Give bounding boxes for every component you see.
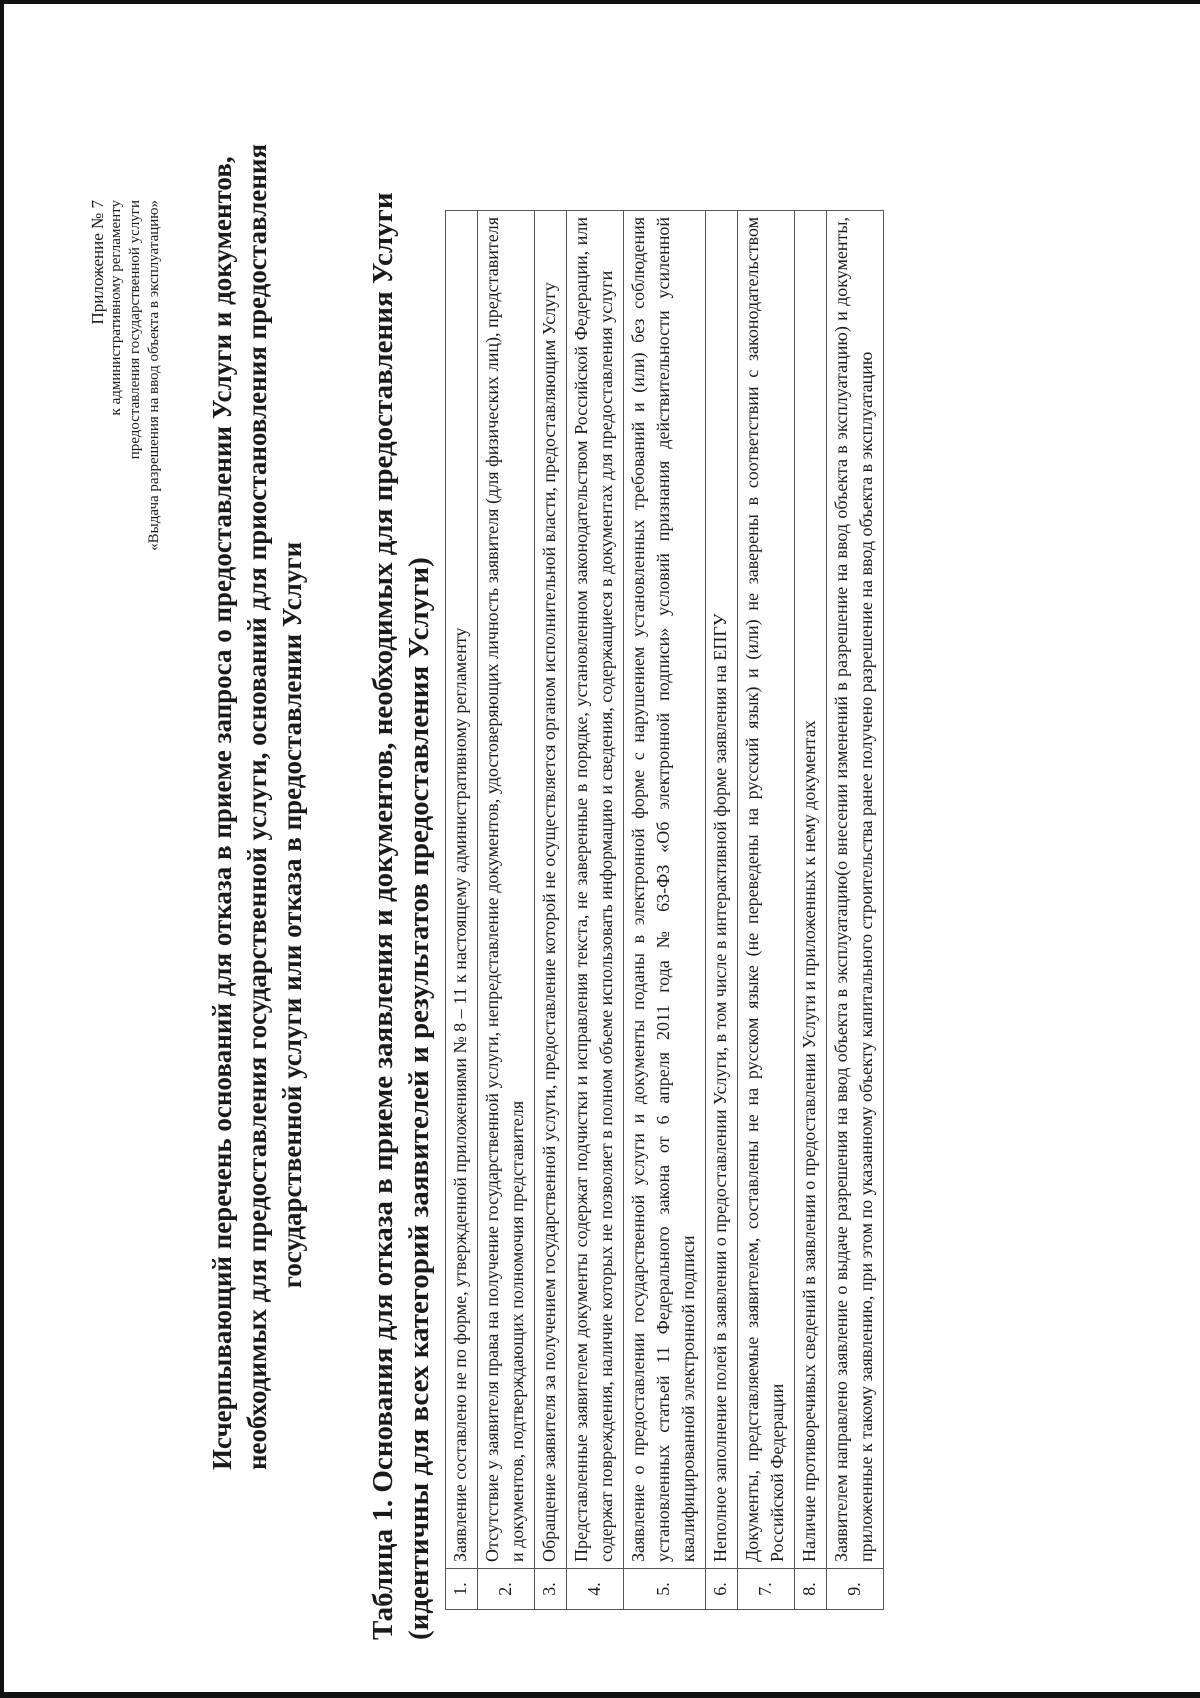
title-line: Исчерпывающий перечень оснований для отказа в приеме запроса о предоставлении Услуги и документов, — [207, 156, 237, 1470]
title-line: необходимых для предоставления государственной услуги, оснований для приостановления предоставления — [242, 143, 272, 1470]
row-number: 7. — [738, 1569, 795, 1610]
table-row — [795, 211, 827, 1610]
appendix-line: к административному регламенту — [108, 200, 124, 416]
row-number: 8. — [795, 1569, 827, 1610]
table-heading — [365, 192, 437, 1640]
rotated-document-page — [60, 143, 1120, 1640]
row-text: Отсутствие у заявителя права на получение государственной услуги, непредставление документов, удостоверяющих личность заявителя (для физических лиц), представителя и документов, подтверждающих полномочия представителя — [478, 211, 535, 1569]
scan-border-bottom — [0, 1692, 1200, 1698]
row-text: Представленные заявителем документы содержат подчистки и исправления текста, не заверенные в порядке, установленном законодательством Российской Федерации, или содержат повреждения, наличие которых не позволяет в полном объеме использовать информацию и сведения, содержащиеся в документах для предоставления услуги — [567, 211, 624, 1569]
table-row — [567, 211, 624, 1610]
appendix-line: «Выдача разрешения на ввод объекта в эксплуатацию» — [146, 200, 162, 551]
row-number: 2. — [478, 1569, 535, 1610]
table-row — [706, 211, 738, 1610]
table-row — [827, 211, 884, 1610]
table-heading-line: Таблица 1. Основания для отказа в приеме заявления и документов, необходимых для предоставления Услуги — [367, 192, 399, 1640]
row-number: 5. — [624, 1569, 706, 1610]
appendix-line: предоставления государственной услуги — [127, 200, 143, 460]
appendix-header — [88, 200, 164, 600]
reasons-table — [445, 210, 884, 1610]
row-text: Наличие противоречивых сведений в заявлении о предоставлении Услуги и приложенных к нему документах — [795, 211, 827, 1569]
row-number: 3. — [535, 1569, 567, 1610]
table-row — [535, 211, 567, 1610]
row-text: Обращение заявителя за получением государственной услуги, предоставление которой не осуществляется органом исполнительной власти, предоставляющим Услугу — [535, 211, 567, 1569]
table-row — [446, 211, 478, 1610]
row-number: 4. — [567, 1569, 624, 1610]
row-text: Заявителем направлено заявление о выдаче разрешения на ввод объекта в эксплуатацию(о внесении изменений в разрешение на ввод объекта в эксплуатацию) и документы, приложенные к такому заявлению, при этом по указанному объекту капитального строительства ранее получено разрешение на ввод объекта в эксплуатацию — [827, 211, 884, 1569]
scan-border-top — [0, 0, 1200, 4]
row-number: 9. — [827, 1569, 884, 1610]
table-row — [738, 211, 795, 1610]
row-text: Документы, представляемые заявителем, составлены не на русском языке (не переведены на русский язык) и (или) не заверены в соответствии с законодательством Российской Федерации — [738, 211, 795, 1569]
table-row — [478, 211, 535, 1610]
table-heading-subline: (идентичны для всех категорий заявителей и результатов предоставления Услуги) — [403, 557, 435, 1640]
row-text: Неполное заполнение полей в заявлении о предоставлении Услуги, в том числе в интерактивной форме заявления на ЕПГУ — [706, 211, 738, 1569]
appendix-number: Приложение № 7 — [88, 200, 107, 325]
title-line: государственной услуги или отказа в предоставлении Услуги — [277, 541, 307, 1289]
scan-border-left — [0, 0, 4, 1698]
row-number: 1. — [446, 1569, 478, 1610]
row-text: Заявление о предоставлении государственной услуги и документы поданы в электронной форме с нарушением установленных требований и (или) без соблюдения установленных статьей 11 Федерального закона от 6 апреля 2011 года № 63-ФЗ «Об электронной подписи» условий признания действительности усиленной квалифицированной электронной подписи — [624, 211, 706, 1569]
document-title — [205, 143, 310, 1470]
row-number: 6. — [706, 1569, 738, 1610]
row-text: Заявление составлено не по форме, утвержденной приложениями № 8 – 11 к настоящему административному регламенту — [446, 211, 478, 1569]
table-row — [624, 211, 706, 1610]
